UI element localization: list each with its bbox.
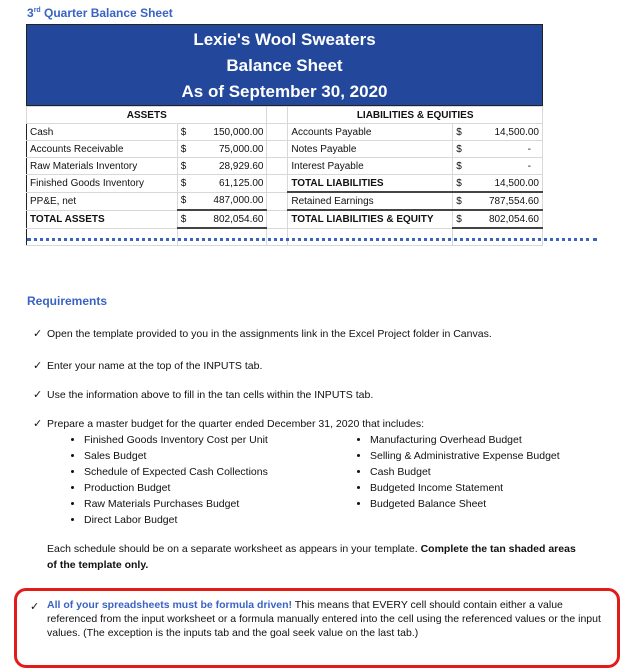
liability-value: $ - [456, 143, 531, 155]
asset-label: PP&E, net [27, 192, 178, 210]
liability-value: $ 787,554.60 [456, 195, 539, 207]
requirement-3: Use the information above to fill in the tan cells within the INPUTS tab. [47, 389, 374, 401]
list-item: • Manufacturing Overhead Budget [370, 432, 560, 448]
check-icon: ✓ [33, 418, 43, 430]
liability-label: Accounts Payable [288, 124, 453, 141]
asset-value: $ 487,000.00 [180, 195, 264, 207]
list-item: • Finished Goods Inventory Cost per Unit [84, 432, 268, 448]
liability-label: Notes Payable [288, 141, 453, 158]
asset-value: $ 28,929.60 [180, 160, 264, 172]
asset-value: $ 802,054.60 [180, 213, 264, 225]
budget-list-right [354, 432, 560, 512]
liability-value: $ 14,500.00 [456, 126, 539, 138]
liability-value: $ - [456, 160, 531, 172]
requirement-2: Enter your name at the top of the INPUTS tab. [47, 360, 263, 372]
table-row [27, 158, 543, 175]
check-icon: ✓ [33, 328, 43, 340]
table-row [27, 175, 543, 193]
list-item: • Cash Budget [370, 464, 560, 480]
requirement-4: Prepare a master budget for the quarter ended December 31, 2020 that includes: [47, 418, 425, 430]
asset-label: TOTAL ASSETS [27, 210, 178, 228]
section-title: 3rd Quarter Balance Sheet [27, 6, 173, 20]
list-item: • Sales Budget [84, 448, 268, 464]
budget-list-left [68, 432, 268, 528]
assets-header: ASSETS [27, 107, 267, 124]
list-item: • Direct Labor Budget [84, 512, 268, 528]
asset-label: Finished Goods Inventory [27, 175, 178, 193]
liability-value: $ 14,500.00 [456, 177, 539, 189]
asset-label: Cash [27, 124, 178, 141]
requirements-heading: Requirements [27, 294, 108, 308]
check-icon: ✓ [33, 360, 43, 372]
table-row [27, 192, 543, 210]
table-row [27, 124, 543, 141]
liabilities-header: LIABILITIES & EQUITIES [288, 107, 543, 124]
table-row [27, 141, 543, 158]
requirement-1: Open the template provided to you in the assignments link in the Excel Project folder in Canvas. [47, 328, 492, 340]
balance-sheet-table [26, 106, 543, 246]
statement-name: Balance Sheet [226, 56, 343, 75]
balance-sheet-header [26, 24, 543, 106]
statement-date: As of September 30, 2020 [181, 82, 388, 101]
list-item: • Production Budget [84, 480, 268, 496]
asset-value: $ 150,000.00 [180, 126, 264, 138]
list-item: • Budgeted Balance Sheet [370, 496, 560, 512]
check-icon: ✓ [30, 601, 40, 613]
table-row [27, 210, 543, 228]
liability-label: TOTAL LIABILITIES [288, 175, 453, 193]
check-icon: ✓ [33, 389, 43, 401]
liability-value: $ 802,054.60 [456, 213, 539, 225]
liability-label: TOTAL LIABILITIES & EQUITY [288, 210, 453, 228]
list-item: • Schedule of Expected Cash Collections [84, 464, 268, 480]
asset-value: $ 61,125.00 [180, 177, 264, 189]
asset-label: Accounts Receivable [27, 141, 178, 158]
dotted-divider [27, 238, 597, 241]
asset-value: $ 75,000.00 [180, 143, 264, 155]
list-item: • Selling & Administrative Expense Budget [370, 448, 560, 464]
liability-label: Retained Earnings [288, 192, 453, 210]
liability-label: Interest Payable [288, 158, 453, 175]
list-item: • Raw Materials Purchases Budget [84, 496, 268, 512]
list-item: • Budgeted Income Statement [370, 480, 560, 496]
asset-label: Raw Materials Inventory [27, 158, 178, 175]
formula-requirement: All of your spreadsheets must be formula driven! This means that EVERY cell should contain either a value referenced from the input worksheet or a formula manually entered into the cell using the referenced values or the input values. (The exception is the inputs tab and the goal seek value on the last tab.) [47, 599, 601, 639]
company-name: Lexie's Wool Sweaters [193, 30, 376, 49]
schedule-note: Each schedule should be on a separate worksheet as appears in your template. Complete the tan shaded areas of the template only. [47, 543, 576, 571]
